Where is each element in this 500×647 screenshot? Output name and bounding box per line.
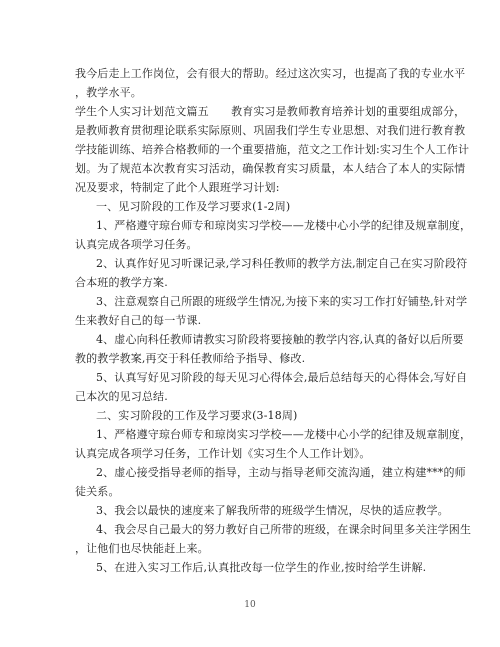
text-line: 是教师教育贯彻理论联系实际原则、巩固我们学生专业思想、对我们进行教育教 (75, 124, 466, 137)
text-line: 4、我会尽自己最大的努力教好自己所带的班级，在课余时间里多关注学困生 (96, 523, 472, 536)
section-heading: 一、见习阶段的工作及学习要求(1-2周) (96, 200, 291, 213)
text-line: 况及要求，特制定了此个人跟班学习计划: (75, 181, 280, 194)
text-line: 划。为了规范本次教育实习活动，确保教育实习质量，本人结合了本人的实际情 (75, 162, 466, 175)
text-line: 我今后走上工作岗位，会有很大的帮助。经过这次实习，也提高了我的专业水平 (75, 67, 466, 80)
text-line: 徒关系。 (75, 485, 120, 498)
text-line: 合本班的教学方案. (75, 276, 168, 289)
page-number: 10 (244, 600, 256, 610)
text-line: 1、严格遵守琼台师专和琼岗实习学校——龙楼中心小学的纪律及规章制度， (96, 219, 472, 232)
text-line: 3、注意观察自己所跟的班级学生情况,为接下来的实习工作打好铺垫,针对学 (96, 295, 468, 308)
text-line: 生来教好自己的每一节课. (75, 314, 202, 327)
section-heading: 二、实习阶段的工作及学习要求(3-18周) (96, 409, 298, 422)
text-line: 5、认真写好见习阶段的每天见习心得体会,最后总结每天的心得体会,写好自 (96, 371, 468, 384)
text-line: 学生个人实习计划范文篇五 教育实习是教师教育培养计划的重要组成部分， (75, 105, 466, 118)
text-line: ，让他们也尽快能赶上来。 (75, 542, 209, 555)
text-line: 教的教学教案,再交于科任教师给予指导、修改. (75, 352, 306, 365)
text-line: 2、虚心接受指导老师的指导，主动与指导老师交流沟通，建立构建***的师 (96, 466, 466, 479)
text-line: ，教学水平。 (75, 86, 142, 99)
text-line: 认真完成各项学习任务，工作计划《实习生个人工作计划》。 (75, 447, 371, 460)
text-line: 己本次的见习总结. (75, 390, 168, 403)
text-line: 1、严格遵守琼台师专和琼岗实习学校——龙楼中心小学的纪律及规章制度， (96, 428, 472, 441)
text-line: 3、我会以最快的速度来了解我所带的班级学生情况，尽快的适应教学。 (96, 504, 449, 517)
text-line: 学技能训练、培养合格教师的一个重要措施，范文之工作计划:实习生个人工作计 (75, 143, 470, 156)
text-line: 4、虚心向科任教师请教实习阶段将要接触的教学内容,认真的备好以后所要 (96, 333, 464, 346)
text-line: 认真完成各项学习任务。 (75, 238, 198, 251)
text-line: 2、认真作好见习听课记录,学习科任教师的教学方法,制定自己在实习阶段符 (96, 257, 468, 270)
text-line: 5、在进入实习工作后,认真批改每一位学生的作业,按时给学生讲解. (96, 561, 427, 574)
